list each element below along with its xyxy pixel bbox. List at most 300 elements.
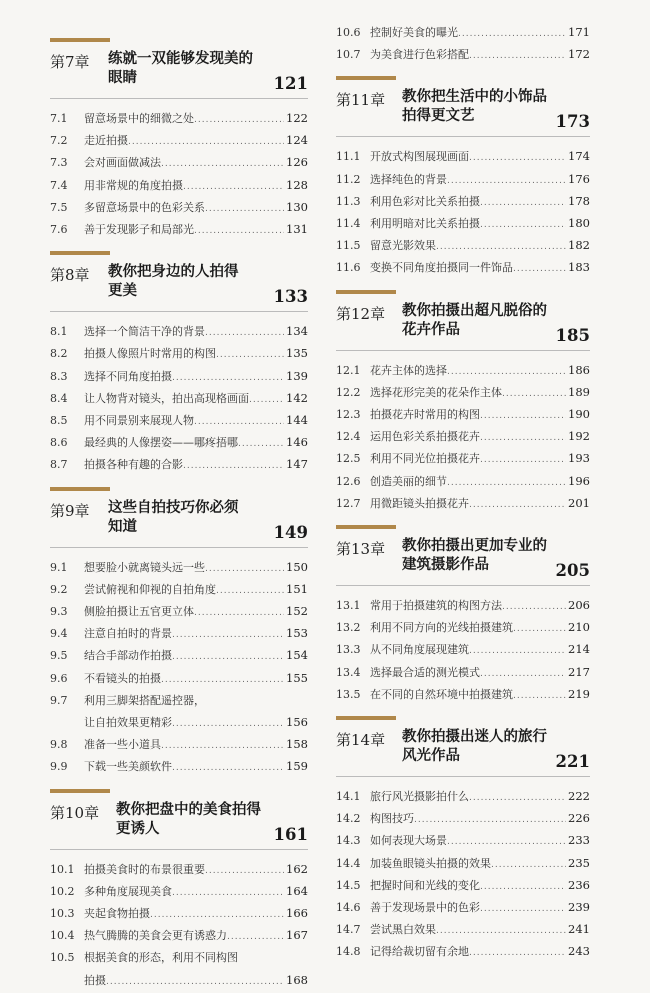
entry-page-number: 150 <box>286 559 308 574</box>
entry-number: 9.6 <box>50 671 68 685</box>
entry-number: 9.1 <box>50 560 68 574</box>
dot-leader <box>480 406 566 427</box>
chapter-accent-bar <box>336 76 396 80</box>
toc-entry[interactable] <box>336 830 590 851</box>
toc-entry[interactable] <box>336 595 590 616</box>
chapter-number: 第7章 <box>50 53 90 71</box>
dot-leader <box>502 384 566 405</box>
entry-title: 花卉主体的选择 <box>370 363 447 377</box>
toc-entry[interactable] <box>50 108 308 129</box>
entry-title: 利用三脚架搭配遥控器， <box>84 693 205 707</box>
entry-number: 11.3 <box>336 194 361 208</box>
entry-title: 开放式构图展现画面 <box>370 150 469 164</box>
dot-leader <box>491 855 566 876</box>
entry-number: 10.5 <box>50 951 75 965</box>
toc-entry[interactable] <box>50 410 308 431</box>
chapter-divider <box>336 776 590 777</box>
chapter-divider <box>336 350 590 351</box>
toc-entry[interactable] <box>336 684 590 705</box>
entry-page-number: 172 <box>568 47 590 62</box>
chapter-accent-bar <box>336 525 396 529</box>
entry-page-number: 124 <box>286 133 308 148</box>
dot-leader <box>194 603 284 624</box>
chapter-accent-bar <box>336 716 396 720</box>
dot-leader <box>161 736 284 757</box>
dot-leader <box>502 597 566 618</box>
chapter-heading[interactable] <box>50 251 308 323</box>
entry-number: 7.1 <box>50 112 68 125</box>
dot-leader <box>172 625 284 646</box>
chapter-divider <box>50 849 308 850</box>
chapter-accent-bar <box>50 789 110 793</box>
chapter-page-number: 133 <box>273 287 308 307</box>
dot-leader <box>480 664 566 685</box>
entry-number: 14.3 <box>336 834 361 848</box>
toc-entry[interactable] <box>50 152 308 173</box>
entry-page-number: 190 <box>568 407 590 421</box>
entry-page-number: 178 <box>568 193 590 208</box>
entry-title: 利用不同光位拍摄花卉 <box>370 452 480 466</box>
dot-leader <box>469 641 566 662</box>
toc-entry[interactable] <box>50 903 308 924</box>
toc-entry[interactable] <box>50 219 308 240</box>
entry-title: 变换不同角度拍摄同一件饰品 <box>370 261 513 275</box>
entry-page-number: 235 <box>568 855 590 870</box>
toc-entry[interactable] <box>336 235 590 256</box>
entry-number: 14.6 <box>336 901 361 914</box>
entry-title: 让自拍效果更精彩 <box>84 716 172 729</box>
chapter-accent-bar <box>50 38 110 42</box>
entry-page-number: 217 <box>568 664 590 679</box>
entry-title: 注意自拍时的背景 <box>84 627 172 641</box>
entry-page-number: 193 <box>568 451 590 466</box>
toc-entry[interactable] <box>336 382 590 403</box>
toc-entry[interactable] <box>50 579 308 600</box>
entry-page-number: 189 <box>568 384 590 399</box>
entry-page-number: 171 <box>568 25 590 39</box>
entry-number: 12.6 <box>336 474 361 488</box>
dot-leader <box>447 362 566 383</box>
entry-number: 8.5 <box>50 414 68 427</box>
dot-leader <box>480 215 566 236</box>
entry-number: 11.5 <box>336 239 361 253</box>
entry-title: 选择一个简洁干净的背景 <box>84 325 205 339</box>
entry-title: 留意场景中的细微之处 <box>84 112 194 125</box>
toc-entry[interactable] <box>336 213 590 234</box>
entry-page-number: 167 <box>286 928 308 943</box>
toc-entry[interactable] <box>50 321 308 342</box>
entry-number: 8.6 <box>50 436 68 450</box>
entry-page-number: 174 <box>568 149 590 164</box>
chapter-divider <box>50 547 308 548</box>
chapter-divider <box>50 98 308 99</box>
toc-entry[interactable] <box>50 175 308 196</box>
entry-page-number: 243 <box>568 944 590 959</box>
entry-title: 常用于拍摄建筑的构图方法 <box>370 599 502 612</box>
entry-number: 7.3 <box>50 156 68 170</box>
toc-entry[interactable] <box>50 881 308 902</box>
entry-number: 14.7 <box>336 923 361 937</box>
chapter-title: 教你把盘中的美食拍得 更诱人 <box>116 801 261 837</box>
entry-number: 14.4 <box>336 856 361 870</box>
dot-leader <box>216 345 284 366</box>
entry-title: 尝试黑白效果 <box>370 923 436 937</box>
toc-entry[interactable] <box>336 169 590 190</box>
chapter-heading[interactable] <box>336 716 590 788</box>
chapter-heading[interactable] <box>50 38 308 110</box>
entry-page-number: 219 <box>568 686 590 701</box>
entry-page-number: 158 <box>286 737 308 752</box>
chapter-heading[interactable] <box>50 487 308 559</box>
entry-title: 多留意场景中的色彩关系 <box>84 200 205 214</box>
toc-entry[interactable] <box>336 448 590 469</box>
toc-entry[interactable] <box>336 617 590 638</box>
dot-leader <box>194 221 284 242</box>
entry-number: 8.2 <box>50 347 68 361</box>
entry-number: 12.1 <box>336 363 361 377</box>
toc-entry[interactable] <box>336 44 590 65</box>
entry-page-number: 196 <box>568 473 590 488</box>
entry-title: 根据美食的形态，利用不同构图 <box>84 951 238 965</box>
toc-entry[interactable] <box>50 454 308 475</box>
entry-page-number: 233 <box>568 833 590 848</box>
entry-title: 选择最合适的测光模式 <box>370 665 480 679</box>
dot-leader <box>150 905 284 926</box>
entry-number: 9.9 <box>50 760 68 774</box>
entry-page-number: 142 <box>286 390 308 405</box>
entry-page-number: 180 <box>568 216 590 230</box>
chapter-divider <box>336 585 590 586</box>
toc-entry[interactable] <box>336 426 590 447</box>
dot-leader <box>238 434 284 455</box>
entry-number: 10.7 <box>336 48 361 62</box>
chapter-heading[interactable] <box>336 525 590 597</box>
dot-leader <box>447 171 566 192</box>
entry-number: 11.6 <box>336 261 361 275</box>
entry-title: 把握时间和光线的变化 <box>370 878 480 892</box>
dot-leader <box>480 450 566 471</box>
chapter-number: 第13章 <box>336 540 386 558</box>
entry-page-number: 154 <box>286 648 308 663</box>
toc-entry[interactable] <box>336 471 590 492</box>
entry-page-number: 186 <box>568 362 590 377</box>
toc-entry[interactable] <box>336 808 590 829</box>
entry-title: 会对画面做减法 <box>84 156 161 170</box>
dot-leader <box>205 861 284 882</box>
toc-entry[interactable] <box>50 601 308 622</box>
chapter-page-number: 185 <box>555 325 590 345</box>
toc-entry[interactable] <box>50 734 308 755</box>
chapter-title: 教你把身边的人拍得 更美 <box>108 264 239 300</box>
entry-number: 8.4 <box>50 391 68 405</box>
entry-number: 10.4 <box>50 929 75 943</box>
toc-entry[interactable] <box>50 859 308 880</box>
entry-title: 利用明暗对比关系拍摄 <box>370 217 480 230</box>
dot-leader <box>447 832 566 853</box>
entry-title: 拍摄人像照片时常用的构图 <box>84 347 216 361</box>
entry-page-number: 206 <box>568 598 590 612</box>
entry-page-number: 130 <box>286 199 308 214</box>
entry-title: 想要脸小就离镜头远一些 <box>84 560 205 574</box>
entry-page-number: 159 <box>286 759 308 774</box>
dot-leader <box>513 686 566 707</box>
dot-leader <box>194 110 284 131</box>
toc-entry[interactable] <box>336 897 590 918</box>
entry-number: 10.3 <box>50 907 75 920</box>
chapter-page-number: 149 <box>273 522 308 542</box>
entry-title: 尝试俯视和仰视的自拍角度 <box>84 582 216 596</box>
entry-number: 13.3 <box>336 643 361 657</box>
entry-title: 夹起食物拍摄 <box>84 907 150 920</box>
chapter-divider <box>50 311 308 312</box>
entry-title: 多种角度展现美食 <box>84 884 172 898</box>
entry-title: 拍摄 <box>84 973 106 987</box>
entry-number: 8.1 <box>50 325 68 339</box>
dot-leader <box>183 177 284 198</box>
entry-title: 选择不同角度拍摄 <box>84 369 172 383</box>
entry-title: 旅行风光摄影拍什么 <box>370 790 469 803</box>
entry-title: 善于发现场景中的色彩 <box>370 901 480 914</box>
entry-number: 13.2 <box>336 621 361 635</box>
entry-page-number: 166 <box>286 906 308 920</box>
chapter-accent-bar <box>50 251 110 255</box>
toc-entry[interactable] <box>336 853 590 874</box>
chapter-divider <box>336 136 590 137</box>
chapter-heading[interactable] <box>50 789 308 861</box>
entry-number: 9.3 <box>50 605 68 618</box>
entry-title: 拍摄美食时的布景很重要 <box>84 862 205 876</box>
toc-entry[interactable] <box>336 941 590 962</box>
toc-entry[interactable] <box>50 130 308 151</box>
entry-number: 10.6 <box>336 26 361 39</box>
entry-page-number: 182 <box>568 238 590 253</box>
entry-title: 侧脸拍摄让五官更立体 <box>84 605 194 618</box>
entry-page-number: 151 <box>286 581 308 596</box>
entry-title: 走近拍摄 <box>84 134 128 148</box>
chapter-number: 第8章 <box>50 266 90 285</box>
toc-entry-continuation[interactable] <box>50 970 308 991</box>
entry-page-number: 201 <box>568 495 590 510</box>
dot-leader <box>161 154 284 175</box>
dot-leader <box>480 428 566 449</box>
entry-title: 准备一些小道具 <box>84 738 161 752</box>
dot-leader <box>172 883 284 904</box>
chapter-heading[interactable] <box>336 290 590 362</box>
entry-number: 8.7 <box>50 458 68 472</box>
chapter-page-number: 221 <box>555 752 590 771</box>
toc-entry[interactable] <box>336 22 590 43</box>
chapter-page-number: 173 <box>555 112 590 132</box>
toc-entry[interactable] <box>336 191 590 212</box>
entry-title: 选择纯色的背景 <box>370 172 447 186</box>
dot-leader <box>513 619 566 640</box>
chapter-number: 第10章 <box>50 803 100 822</box>
toc-entry[interactable] <box>50 690 308 711</box>
toc-entry[interactable] <box>336 493 590 514</box>
dot-leader <box>128 132 284 153</box>
entry-title: 用非常规的角度拍摄 <box>84 178 183 192</box>
dot-leader <box>469 46 566 67</box>
entry-title: 利用色彩对比关系拍摄 <box>370 194 480 208</box>
dot-leader <box>205 199 284 220</box>
entry-page-number: 139 <box>286 368 308 383</box>
chapter-accent-bar <box>336 290 396 294</box>
entry-page-number: 183 <box>568 260 590 275</box>
entry-title: 利用不同方向的光线拍摄建筑 <box>370 621 513 635</box>
entry-number: 9.4 <box>50 627 68 641</box>
entry-number: 12.3 <box>336 408 361 421</box>
toc-entry[interactable] <box>336 146 590 167</box>
toc-entry[interactable] <box>50 668 308 689</box>
entry-title: 控制好美食的曝光 <box>370 26 458 39</box>
entry-number: 10.2 <box>50 884 75 898</box>
entry-number: 7.4 <box>50 178 68 192</box>
chapter-page-number: 121 <box>273 74 308 93</box>
toc-entry[interactable] <box>336 875 590 896</box>
toc-entry[interactable] <box>336 639 590 660</box>
dot-leader <box>172 647 284 668</box>
entry-number: 7.6 <box>50 223 68 236</box>
entry-number: 12.7 <box>336 496 361 510</box>
dot-leader <box>216 581 284 602</box>
entry-number: 8.3 <box>50 369 68 383</box>
entry-title: 选择花形完美的花朵作主体 <box>370 385 502 399</box>
toc-entry[interactable] <box>50 947 308 968</box>
entry-page-number: 135 <box>286 346 308 361</box>
toc-entry[interactable] <box>50 366 308 387</box>
entry-page-number: 131 <box>286 222 308 236</box>
chapter-number: 第14章 <box>336 731 386 749</box>
entry-number: 12.4 <box>336 430 361 444</box>
entry-page-number: 155 <box>286 670 308 685</box>
dot-leader <box>161 670 284 691</box>
dot-leader <box>469 148 566 169</box>
entry-number: 12.5 <box>336 452 361 466</box>
dot-leader <box>447 473 566 494</box>
entry-page-number: 241 <box>568 922 590 937</box>
entry-page-number: 239 <box>568 900 590 914</box>
dot-leader <box>205 323 284 344</box>
entry-title: 下载一些美颜软件 <box>84 760 172 774</box>
entry-page-number: 236 <box>568 877 590 892</box>
dot-leader <box>249 390 284 411</box>
entry-title: 结合手部动作拍摄 <box>84 649 172 663</box>
entry-title: 最经典的人像摆姿——哪疼捂哪 <box>84 436 238 450</box>
dot-leader <box>183 456 284 477</box>
dot-leader <box>227 927 284 948</box>
entry-title: 为美食进行色彩搭配 <box>370 48 469 62</box>
entry-number: 12.2 <box>336 385 361 399</box>
toc-entry[interactable] <box>50 197 308 218</box>
chapter-number: 第11章 <box>336 91 386 110</box>
dot-leader <box>194 412 284 433</box>
chapter-title: 教你拍摄出迷人的旅行 风光作品 <box>402 729 547 764</box>
toc-entry[interactable] <box>50 557 308 578</box>
dot-leader <box>205 559 284 580</box>
toc-entry[interactable] <box>50 388 308 409</box>
entry-page-number: 156 <box>286 715 308 729</box>
entry-page-number: 222 <box>568 789 590 803</box>
toc-entry[interactable] <box>336 404 590 425</box>
dot-leader <box>458 24 566 45</box>
entry-title: 用不同景别来展现人物 <box>84 414 194 427</box>
entry-number: 13.5 <box>336 687 361 701</box>
entry-number: 13.4 <box>336 665 361 679</box>
dot-leader <box>469 943 566 964</box>
dot-leader <box>480 899 566 920</box>
chapter-heading[interactable] <box>336 76 590 148</box>
entry-title: 加装鱼眼镜头拍摄的效果 <box>370 856 491 870</box>
toc-entry[interactable] <box>50 756 308 777</box>
dot-leader <box>513 259 566 280</box>
toc-entry[interactable] <box>336 786 590 807</box>
toc-entry[interactable] <box>50 623 308 644</box>
toc-entry[interactable] <box>336 662 590 683</box>
chapter-accent-bar <box>50 487 110 491</box>
dot-leader <box>106 972 284 993</box>
entry-title: 拍摄花卉时常用的构图 <box>370 408 480 421</box>
entry-title: 让人物背对镜头，拍出高现格画面 <box>84 391 249 405</box>
entry-page-number: 162 <box>286 861 308 876</box>
entry-number: 14.2 <box>336 812 361 826</box>
entry-page-number: 153 <box>286 626 308 641</box>
chapter-title: 教你拍摄出更加专业的 建筑摄影作品 <box>402 538 547 573</box>
entry-number: 7.5 <box>50 200 68 214</box>
dot-leader <box>414 810 566 831</box>
toc-entry[interactable] <box>336 360 590 381</box>
toc-entry[interactable] <box>50 343 308 364</box>
dot-leader <box>172 714 284 735</box>
entry-title: 不看镜头的拍摄 <box>84 671 161 685</box>
entry-page-number: 210 <box>568 620 590 635</box>
entry-number: 9.5 <box>50 649 68 663</box>
toc-entry[interactable] <box>336 257 590 278</box>
chapter-page-number: 205 <box>555 561 590 580</box>
chapter-title: 教你把生活中的小饰品 拍得更文艺 <box>402 89 547 125</box>
entry-number: 9.8 <box>50 738 68 752</box>
entry-page-number: 214 <box>568 642 590 657</box>
toc-entry[interactable] <box>336 919 590 940</box>
dot-leader <box>469 788 566 809</box>
entry-title: 拍摄各种有趣的合影 <box>84 458 183 472</box>
entry-number: 10.1 <box>50 862 75 876</box>
entry-number: 7.2 <box>50 134 68 148</box>
toc-entry-continuation[interactable] <box>50 712 308 733</box>
toc-entry[interactable] <box>50 432 308 453</box>
entry-page-number: 168 <box>286 972 308 987</box>
entry-title: 用微距镜头拍摄花卉 <box>370 496 469 510</box>
entry-page-number: 126 <box>286 155 308 170</box>
entry-title: 构图技巧 <box>370 812 414 826</box>
entry-page-number: 164 <box>286 883 308 898</box>
dot-leader <box>436 921 566 942</box>
chapter-title: 这些自拍技巧你必须 知道 <box>108 499 239 535</box>
dot-leader <box>480 193 566 214</box>
toc-entry[interactable] <box>50 645 308 666</box>
entry-page-number: 144 <box>286 413 308 427</box>
entry-page-number: 176 <box>568 171 590 186</box>
entry-title: 善于发现影子和局部光 <box>84 223 194 236</box>
entry-title: 记得给裁切留有余地 <box>370 945 469 959</box>
dot-leader <box>172 758 284 779</box>
toc-entry[interactable] <box>50 925 308 946</box>
entry-title: 如何表现大场景 <box>370 834 447 848</box>
entry-number: 11.1 <box>336 150 361 164</box>
entry-page-number: 128 <box>286 177 308 192</box>
entry-page-number: 134 <box>286 324 308 339</box>
chapter-number: 第9章 <box>50 501 90 520</box>
entry-number: 14.8 <box>336 945 361 959</box>
